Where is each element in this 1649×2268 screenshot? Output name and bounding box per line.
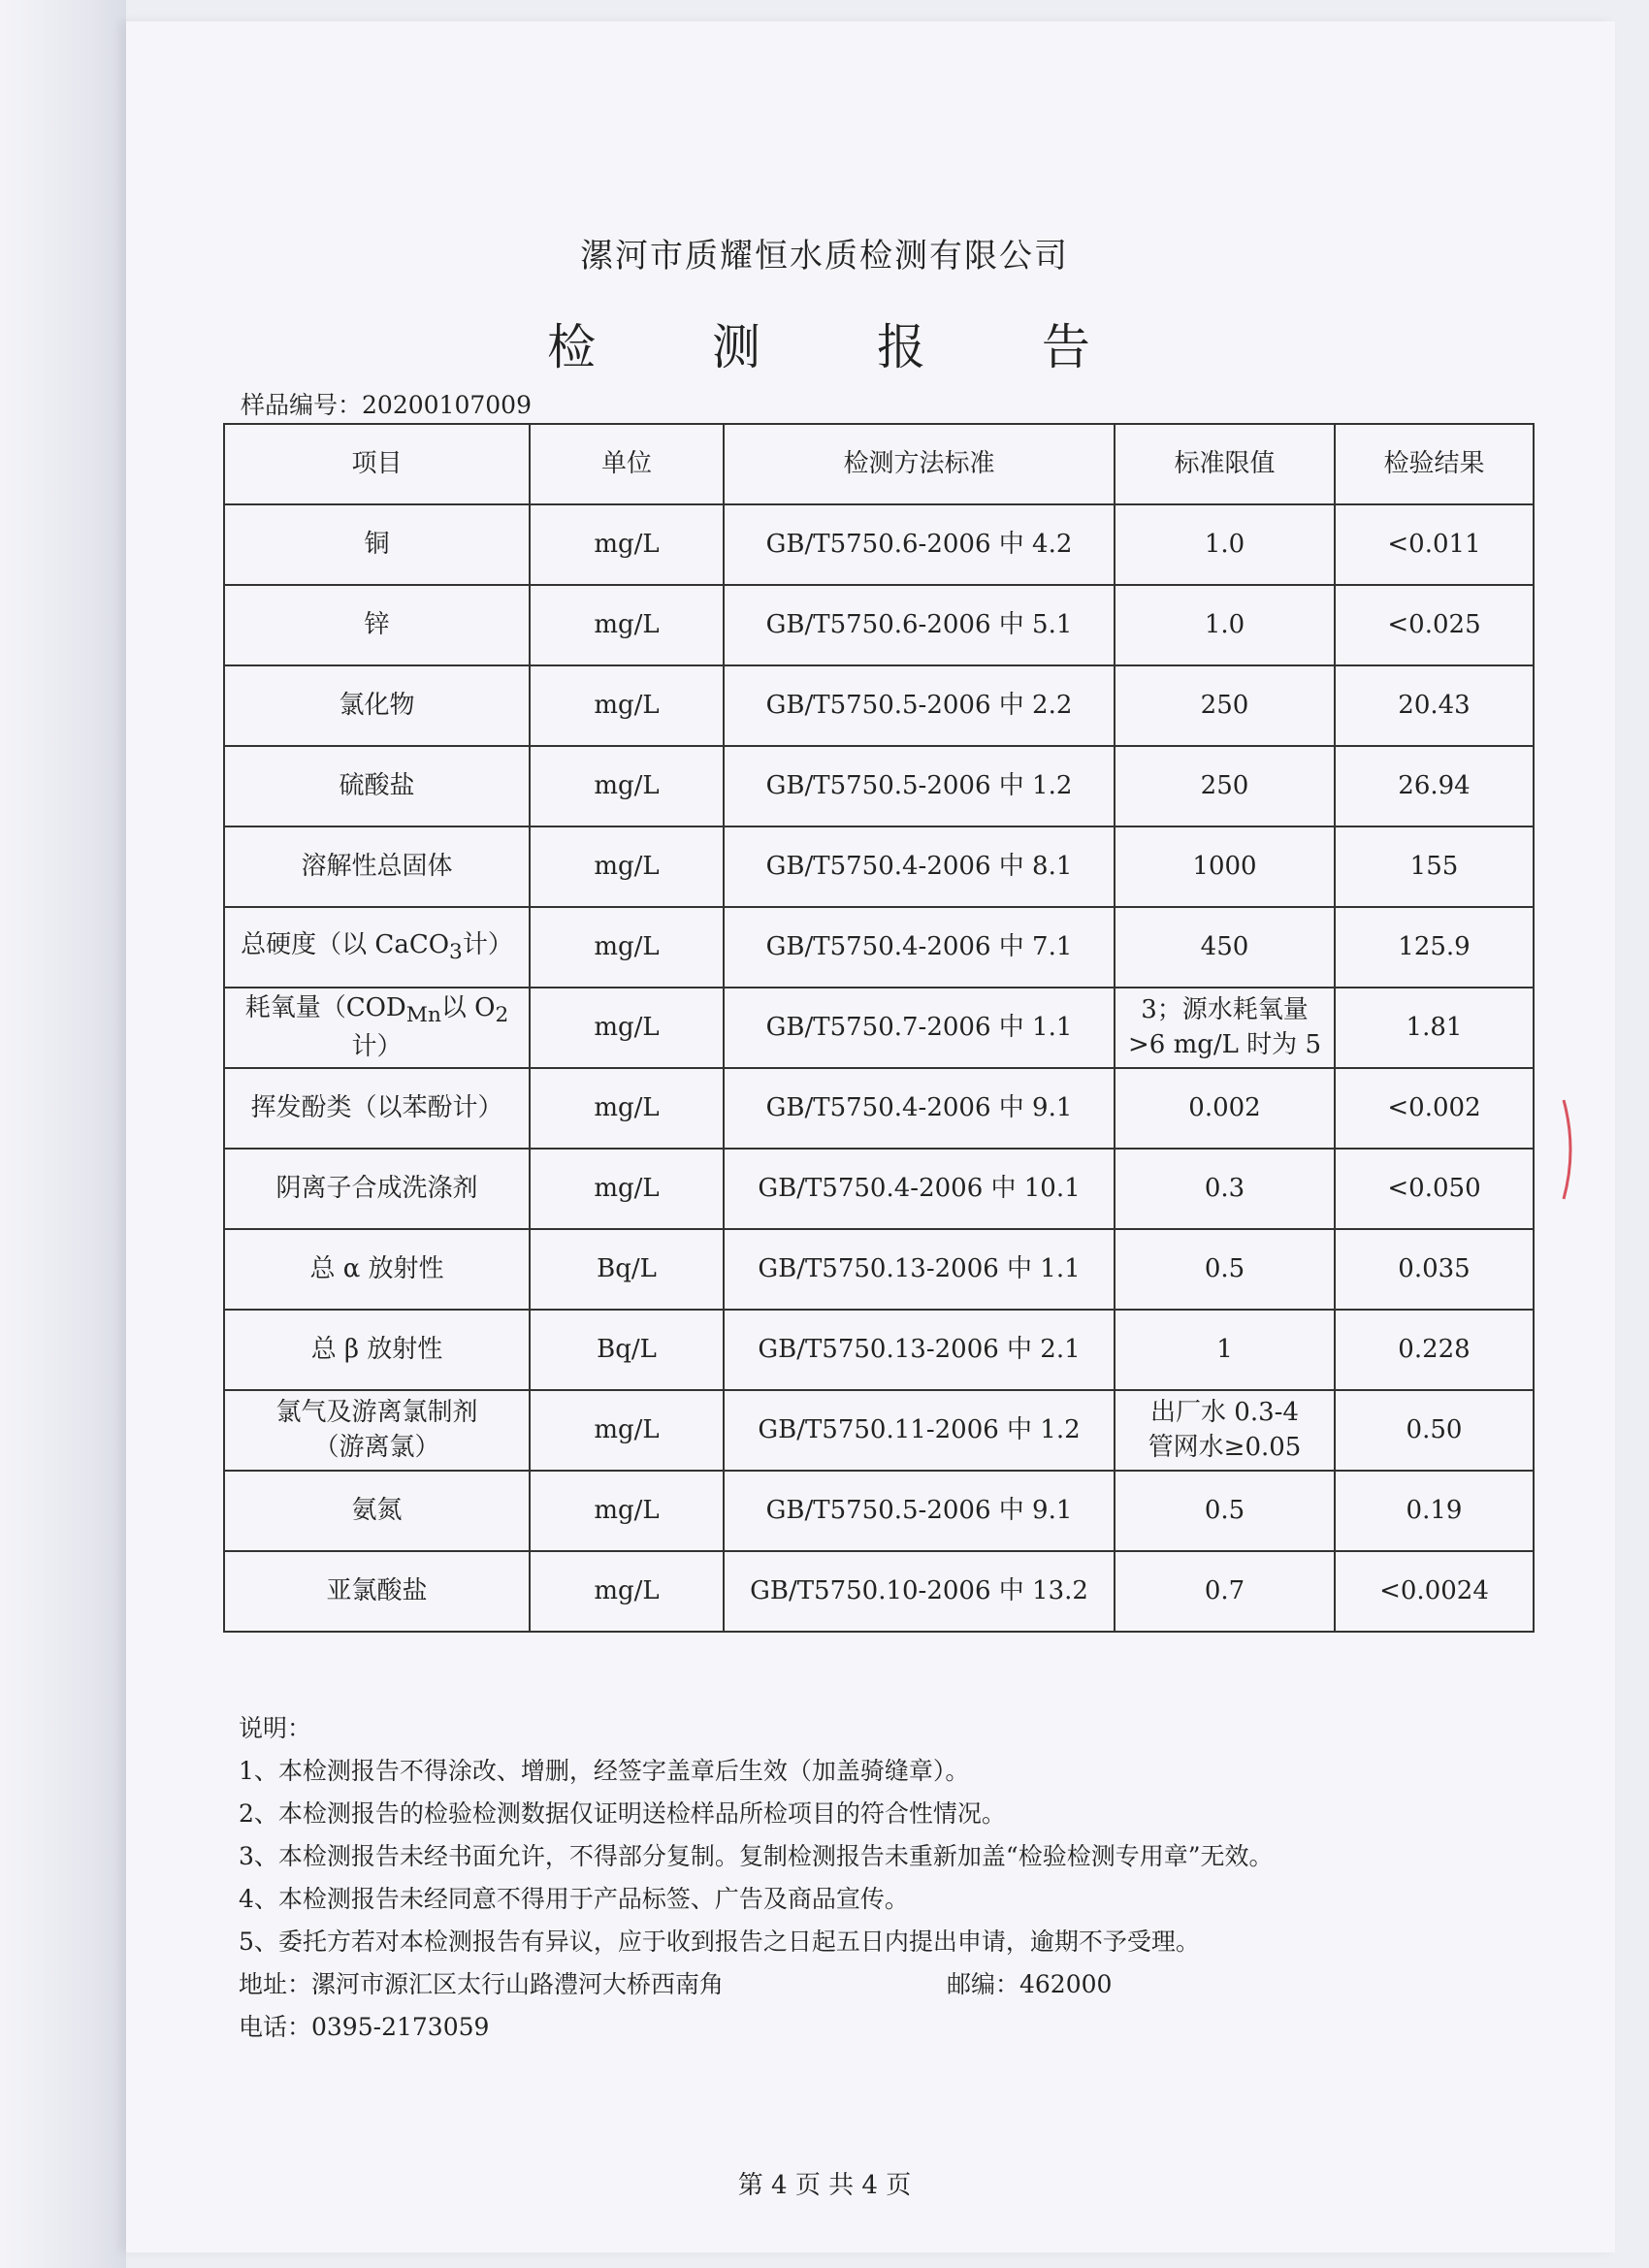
- header-item: 项目: [224, 424, 530, 504]
- unit-cell: mg/L: [530, 665, 724, 746]
- unit-cell: mg/L: [530, 907, 724, 988]
- table-row: [224, 1149, 1534, 1229]
- table-row: [224, 826, 1534, 907]
- table-row: [224, 1390, 1534, 1471]
- result-cell: 0.228: [1335, 1310, 1534, 1390]
- method-cell: GB/T5750.4-2006 中 10.1: [724, 1149, 1115, 1229]
- limit-cell: 1.0: [1115, 585, 1335, 665]
- table-row: [224, 665, 1534, 746]
- address-row: [239, 1963, 1273, 2006]
- unit-cell: mg/L: [530, 1390, 724, 1471]
- item-text: 计）: [351, 1031, 403, 1061]
- item-text: 总硬度（以 CaCO: [241, 929, 450, 959]
- item-cell: 锌: [224, 585, 530, 665]
- table-row: [224, 907, 1534, 988]
- method-cell: GB/T5750.5-2006 中 1.2: [724, 746, 1115, 826]
- zip-code: 邮编：462000: [947, 1970, 1113, 1998]
- unit-cell: mg/L: [530, 504, 724, 585]
- table-header-row: [224, 424, 1534, 504]
- subscript: Mn: [405, 1003, 441, 1028]
- table-row: [224, 1310, 1534, 1390]
- subscript: 2: [495, 1003, 509, 1028]
- limit-cell: [1115, 1390, 1335, 1471]
- limit-cell: 250: [1115, 746, 1335, 826]
- unit-cell: Bq/L: [530, 1229, 724, 1310]
- result-cell: 0.50: [1335, 1390, 1534, 1471]
- limit-cell: 450: [1115, 907, 1335, 988]
- sample-number: [241, 386, 532, 421]
- result-cell: <0.050: [1335, 1149, 1534, 1229]
- item-cell: [224, 1390, 530, 1471]
- unit-cell: mg/L: [530, 1551, 724, 1632]
- limit-cell: 0.3: [1115, 1149, 1335, 1229]
- method-cell: GB/T5750.13-2006 中 2.1: [724, 1310, 1115, 1390]
- limit-cell: 0.002: [1115, 1068, 1335, 1149]
- item-text: 以 O: [440, 993, 496, 1023]
- page-number: 第 4 页 共 4 页: [737, 2171, 912, 2200]
- method-cell: GB/T5750.5-2006 中 9.1: [724, 1471, 1115, 1551]
- item-cell: 亚氯酸盐: [224, 1551, 530, 1632]
- method-cell: GB/T5750.13-2006 中 1.1: [724, 1229, 1115, 1310]
- result-cell: 125.9: [1335, 907, 1534, 988]
- table-row: [224, 1471, 1534, 1551]
- table-row: [224, 1068, 1534, 1149]
- sample-number-label: 样品编号：: [241, 391, 363, 419]
- limit-cell: 0.7: [1115, 1551, 1335, 1632]
- table-row: [224, 1551, 1534, 1632]
- unit-cell: mg/L: [530, 1068, 724, 1149]
- item-cell: 铜: [224, 504, 530, 585]
- note-item: 2、本检测报告的检验检测数据仅证明送检样品所检项目的符合性情况。: [239, 1799, 1006, 1828]
- method-cell: GB/T5750.5-2006 中 2.2: [724, 665, 1115, 746]
- limit-cell: 0.5: [1115, 1229, 1335, 1310]
- note-item: 5、委托方若对本检测报告有异议，应于收到报告之日起五日内提出申请，逾期不予受理。: [239, 1928, 1200, 1956]
- method-cell: GB/T5750.7-2006 中 1.1: [724, 988, 1115, 1068]
- phone: 电话：0395-2173059: [239, 2013, 490, 2041]
- result-cell: <0.002: [1335, 1068, 1534, 1149]
- item-cell: [224, 907, 530, 988]
- result-cell: 26.94: [1335, 746, 1534, 826]
- table-row: [224, 585, 1534, 665]
- header-limit: 标准限值: [1115, 424, 1335, 504]
- item-cell: 溶解性总固体: [224, 826, 530, 907]
- item-cell: 氨氮: [224, 1471, 530, 1551]
- test-results-table: [223, 423, 1535, 1633]
- item-cell: 挥发酚类（以苯酚计）: [224, 1068, 530, 1149]
- method-cell: GB/T5750.6-2006 中 4.2: [724, 504, 1115, 585]
- item-text: 计）: [462, 929, 513, 959]
- seal-edge-mark: [1560, 1096, 1579, 1203]
- subscript: 3: [449, 939, 463, 964]
- result-cell: 155: [1335, 826, 1534, 907]
- limit-cell: 250: [1115, 665, 1335, 746]
- limit-cell: 0.5: [1115, 1471, 1335, 1551]
- limit-cell: 1.0: [1115, 504, 1335, 585]
- header-unit: 单位: [530, 424, 724, 504]
- table-row: [224, 988, 1534, 1068]
- address: 地址：漯河市源汇区太行山路澧河大桥西南角: [239, 1970, 725, 1998]
- method-cell: GB/T5750.6-2006 中 5.1: [724, 585, 1115, 665]
- unit-cell: Bq/L: [530, 1310, 724, 1390]
- limit-text: 管网水≥0.05: [1148, 1432, 1302, 1462]
- item-cell: 氯化物: [224, 665, 530, 746]
- sample-number-value: 20200107009: [362, 391, 532, 419]
- result-cell: 0.19: [1335, 1471, 1534, 1551]
- unit-cell: mg/L: [530, 746, 724, 826]
- unit-cell: mg/L: [530, 1149, 724, 1229]
- method-cell: GB/T5750.10-2006 中 13.2: [724, 1551, 1115, 1632]
- unit-cell: mg/L: [530, 1471, 724, 1551]
- item-text: 耗氧量（COD: [244, 993, 406, 1023]
- note-item: 3、本检测报告未经书面允许，不得部分复制。复制检测报告未重新加盖“检验检测专用章”无效。: [239, 1842, 1274, 1870]
- limit-text: 出厂水 0.3-4: [1150, 1398, 1299, 1428]
- result-cell: <0.025: [1335, 585, 1534, 665]
- method-cell: GB/T5750.4-2006 中 7.1: [724, 907, 1115, 988]
- report-title: 检 测 报 告: [547, 319, 1141, 375]
- item-cell: 阴离子合成洗涤剂: [224, 1149, 530, 1229]
- result-cell: 1.81: [1335, 988, 1534, 1068]
- result-cell: 20.43: [1335, 665, 1534, 746]
- item-text: 氯气及游离氯制剂: [275, 1398, 478, 1428]
- item-text: （游离氯）: [313, 1432, 440, 1462]
- note-item: 1、本检测报告不得涂改、增删，经签字盖章后生效（加盖骑缝章）。: [239, 1757, 970, 1785]
- limit-cell: 1: [1115, 1310, 1335, 1390]
- limit-cell: [1115, 988, 1335, 1068]
- notes-heading: 说明：: [239, 1714, 312, 1742]
- item-cell: [224, 988, 530, 1068]
- header-method: 检测方法标准: [724, 424, 1115, 504]
- result-cell: <0.0024: [1335, 1551, 1534, 1632]
- header-result: 检验结果: [1335, 424, 1534, 504]
- table-row: [224, 1229, 1534, 1310]
- result-cell: <0.011: [1335, 504, 1534, 585]
- note-item: 4、本检测报告未经同意不得用于产品标签、广告及商品宣传。: [239, 1885, 909, 1913]
- method-cell: GB/T5750.4-2006 中 8.1: [724, 826, 1115, 907]
- limit-cell: 1000: [1115, 826, 1335, 907]
- table-row: [224, 504, 1534, 585]
- unit-cell: mg/L: [530, 988, 724, 1068]
- result-cell: 0.035: [1335, 1229, 1534, 1310]
- item-cell: 总 β 放射性: [224, 1310, 530, 1390]
- notes-section: [239, 1707, 1273, 2049]
- unit-cell: mg/L: [530, 585, 724, 665]
- item-cell: 硫酸盐: [224, 746, 530, 826]
- unit-cell: mg/L: [530, 826, 724, 907]
- item-cell: 总 α 放射性: [224, 1229, 530, 1310]
- method-cell: GB/T5750.4-2006 中 9.1: [724, 1068, 1115, 1149]
- limit-text: 3；源水耗氧量: [1141, 995, 1309, 1025]
- method-cell: GB/T5750.11-2006 中 1.2: [724, 1390, 1115, 1471]
- limit-text: >6 mg/L 时为 5: [1128, 1029, 1321, 1059]
- company-name: 漯河市质耀恒水质检测有限公司: [580, 237, 1069, 275]
- table-row: [224, 746, 1534, 826]
